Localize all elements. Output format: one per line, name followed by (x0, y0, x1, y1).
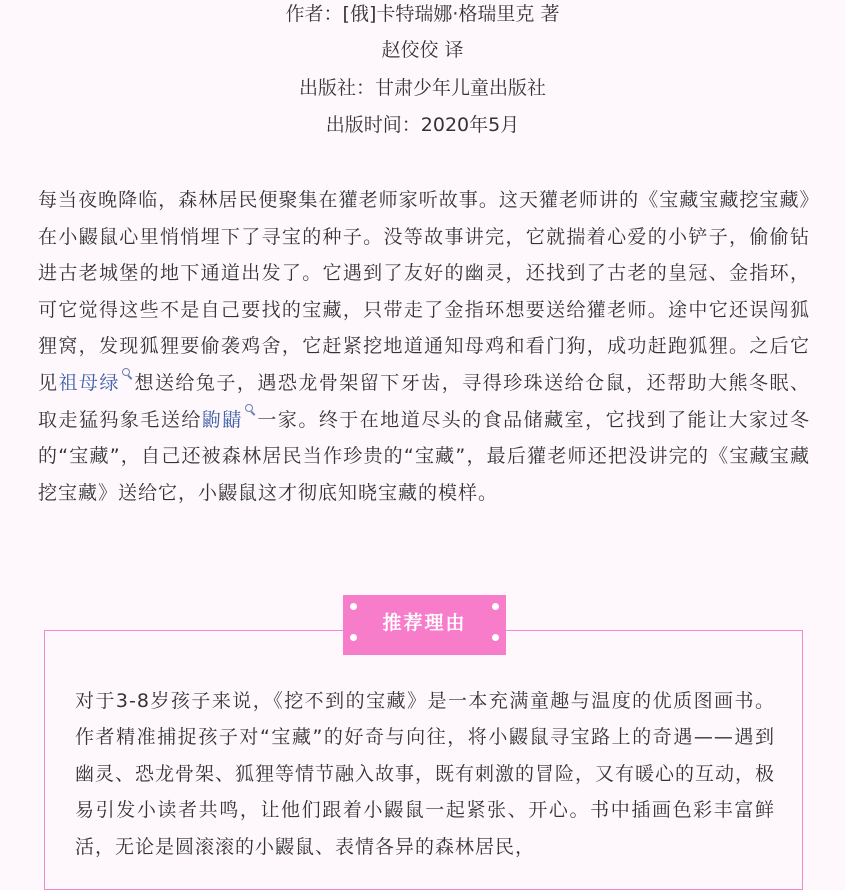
recommendation-text: 对于3-8岁孩子来说，《挖不到的宝藏》是一本充满童趣与温度的优质图画书。作者精准捕捉孩子对“宝藏”的好奇与向往，将小鼹鼠寻宝路上的奇遇——遇到幽灵、恐龙骨架、狐狸等情节融入故事，既有刺激的冒险，又有暖心的互动，极易引发小读者共鸣，让他们跟着小鼹鼠一起紧张、开心。书中插画色彩丰富鲜活，无论是圆滚滚的小鼹鼠、表情各异的森林居民， (75, 690, 776, 858)
publish-date-line: 出版时间：2020年5月 (325, 114, 520, 136)
summary-text-part3: 一家。终于在地道尽头的食品储藏室，它找到了能让大家过冬的“宝藏”，自己还被森林居民当作珍贵的“宝藏”，最后獾老师还把没讲完的《宝藏宝藏挖宝藏》送给它，小鼹鼠这才彻底知晓宝藏的模样。 (38, 408, 810, 504)
author-line: 作者：[俄]卡特瑞娜·格瑞里克 著 (285, 3, 560, 25)
summary-text-part1: 每当夜晚降临，森林居民便聚集在獾老师家听故事。这天獾老师讲的《宝藏宝藏挖宝藏》在小鼹鼠心里悄悄埋下了寻宝的种子。没等故事讲完，它就揣着心爱的小铲子，偷偷钻进古老城堡的地下通道出发了。它遇到了友好的幽灵，还找到了古老的皇冠、金指环，可它觉得这些不是自己要找的宝藏，只带走了金指环想要送给獾老师。途中它还误闯狐狸窝，发现狐狸要偷袭鸡舍，它赶紧挖地道通知母鸡和看门狗，成功赶跑狐狸。之后它见 (38, 189, 810, 394)
keyword-link-emerald[interactable]: 祖母绿 (58, 371, 120, 394)
book-summary (38, 182, 810, 511)
publisher-line: 出版社：甘肃少年儿童出版社 (298, 77, 546, 99)
keyword-link-shrew[interactable]: 鼩鼱 (201, 408, 243, 431)
search-icon[interactable] (245, 404, 255, 418)
search-icon[interactable] (122, 368, 132, 382)
translator-line: 赵佼佼 译 (381, 39, 464, 61)
badge-title: 推荐理由 (382, 612, 467, 634)
summary-text-part2: 想送给兔子，遇恐龙骨架留下牙齿，寻得珍珠送给仓鼠，还帮助大熊冬眠、取走猛犸象毛送给 (38, 371, 810, 431)
recommendation-badge (343, 595, 506, 655)
